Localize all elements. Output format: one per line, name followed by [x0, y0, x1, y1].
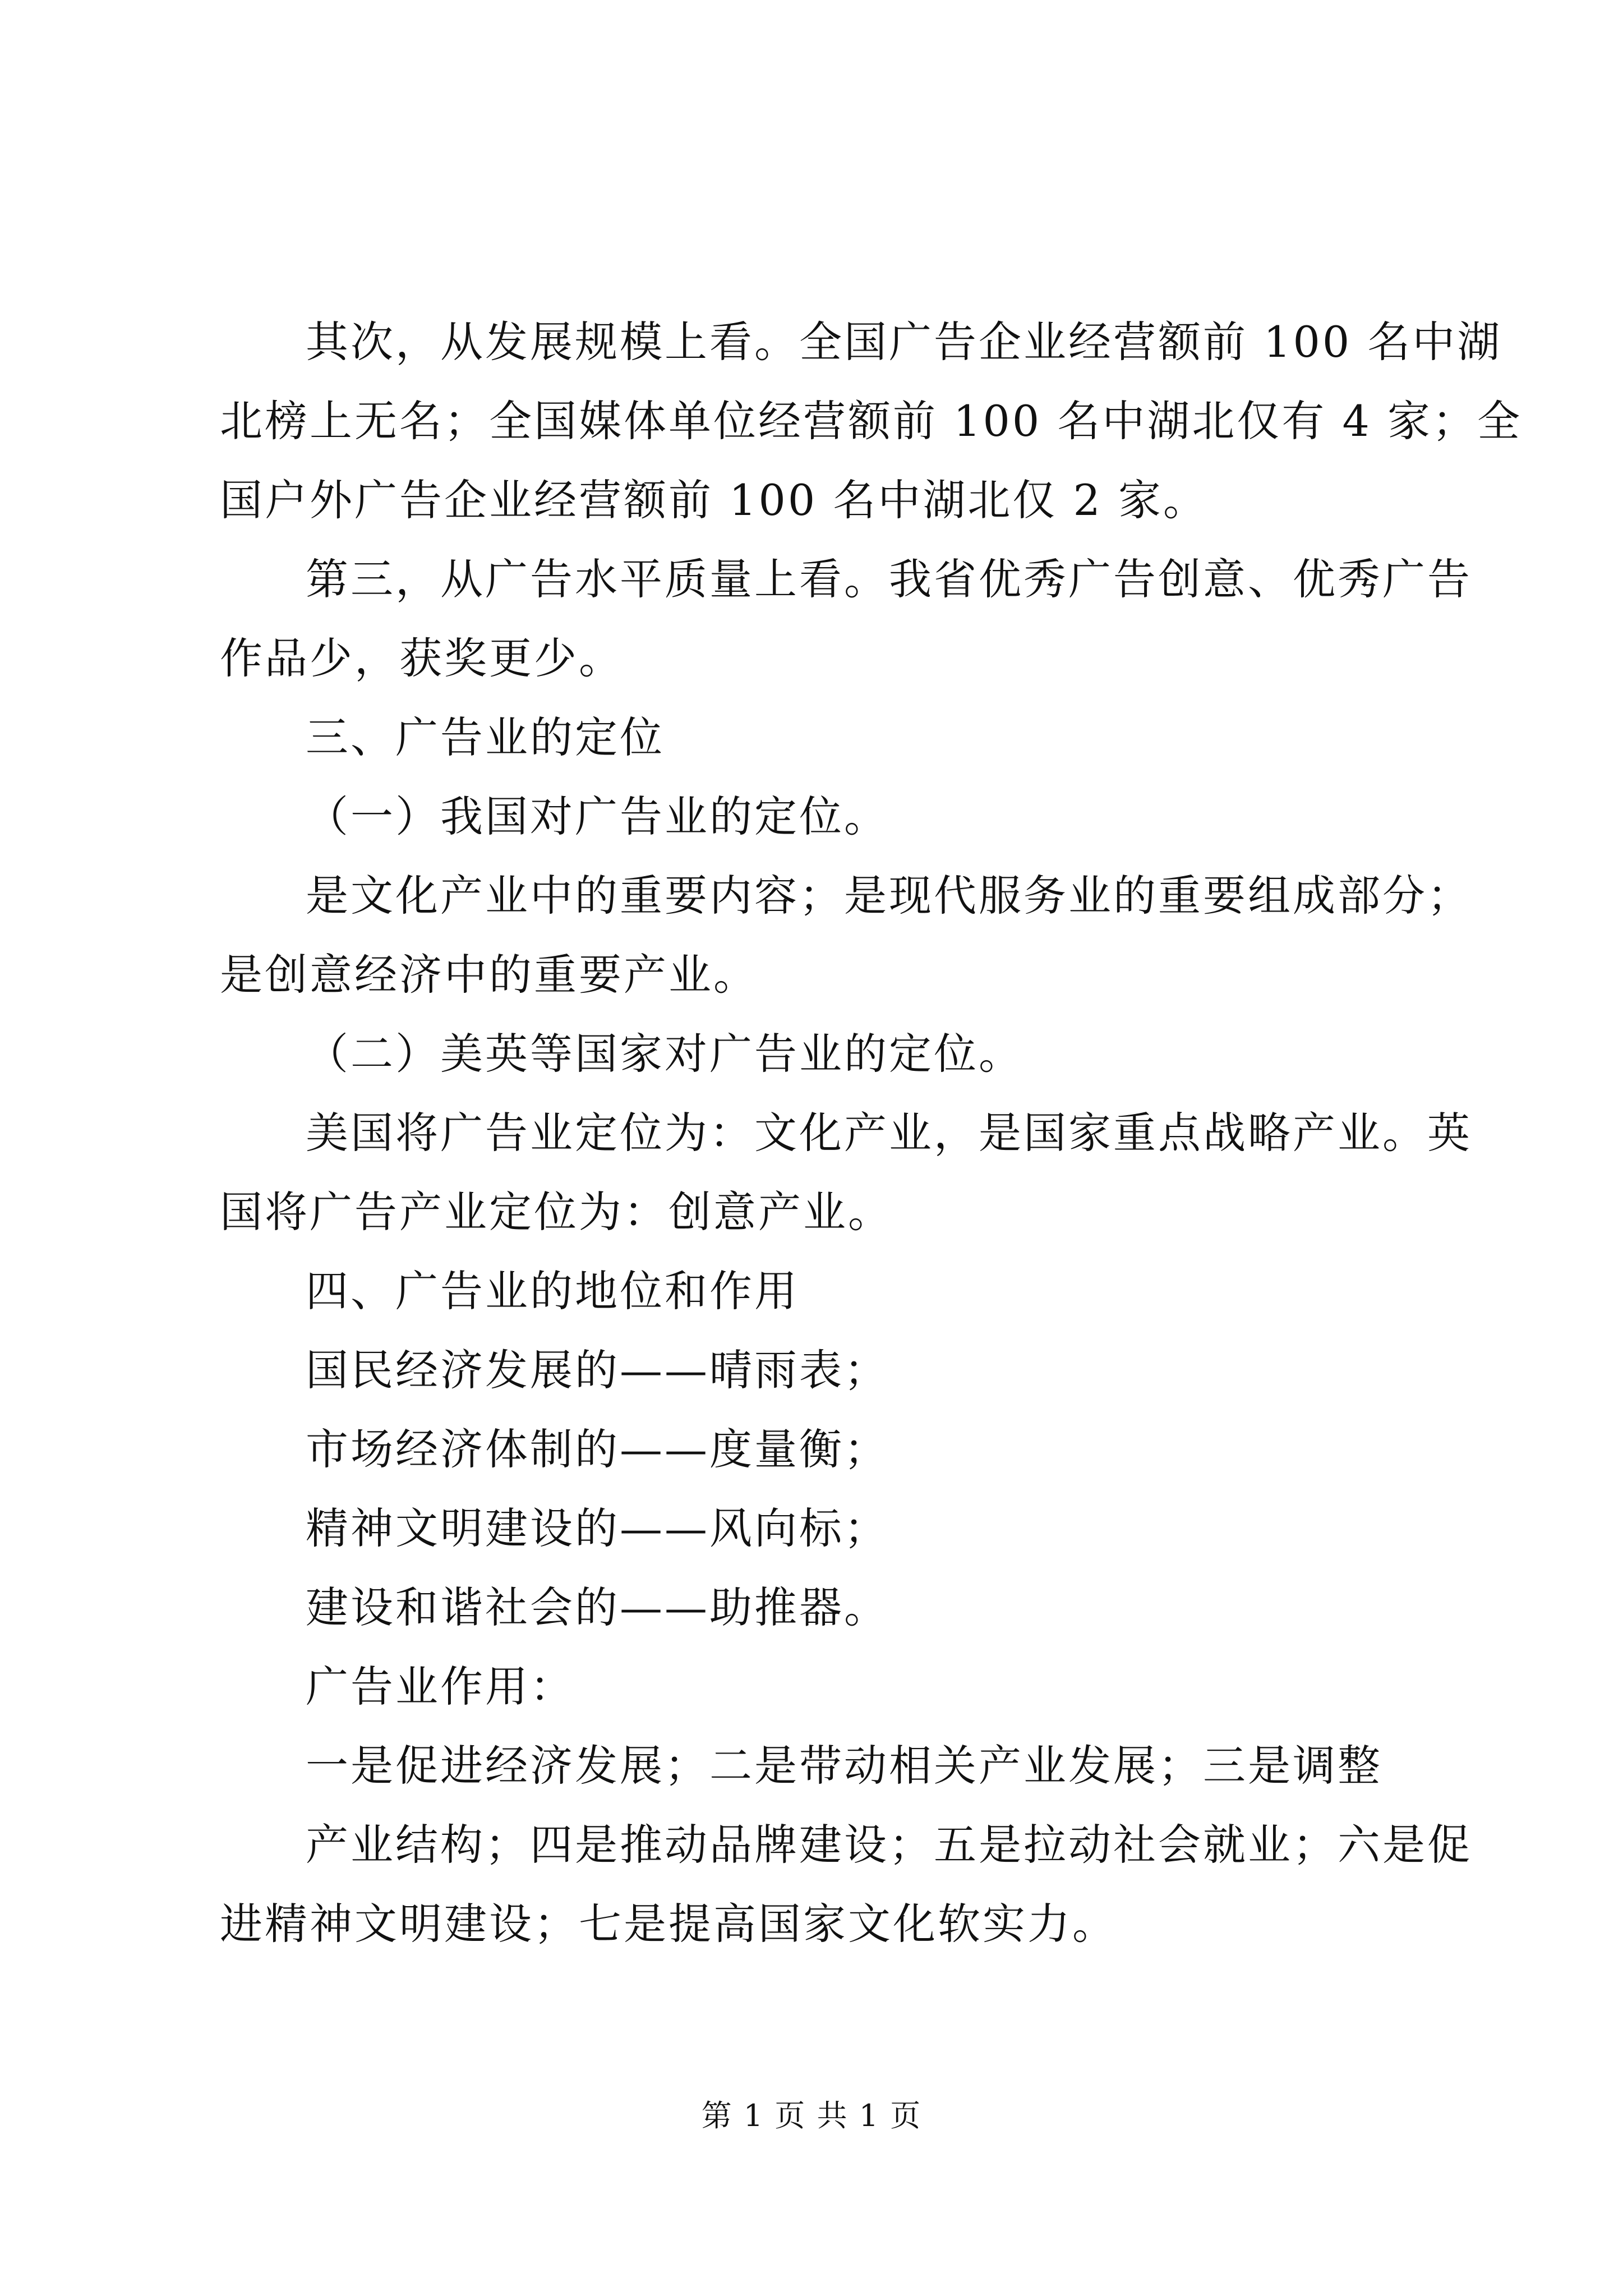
paragraph-line-9: 是创意经济中的重要产业。: [220, 950, 758, 1000]
section-heading-4: 四、广告业的地位和作用: [306, 1266, 799, 1316]
subsection-heading-1: （一）我国对广告业的定位。: [306, 792, 889, 841]
subsection-heading-2: （二）美英等国家对广告业的定位。: [306, 1029, 1023, 1079]
list-item-booster: 建设和谐社会的——助推器。: [306, 1582, 889, 1632]
paragraph-line-21: 进精神文明建设；七是提高国家文化软实力。: [220, 1899, 1117, 1949]
page-number-footer: 第 1 页 共 1 页: [701, 2098, 922, 2133]
paragraph-line-4: 第三，从广告水平质量上看。我省优秀广告创意、优秀广告: [306, 554, 1472, 604]
list-item-barometer: 国民经济发展的——晴雨表；: [306, 1345, 889, 1395]
paragraph-line-3: 国户外广告企业经营额前 100 名中湖北仅 2 家。: [220, 475, 1209, 525]
paragraph-line-2: 北榜上无名；全国媒体单位经营额前 100 名中湖北仅有 4 家；全: [220, 396, 1523, 446]
paragraph-line-12: 国将广告产业定位为：创意产业。: [220, 1187, 893, 1237]
paragraph-line-19: 一是促进经济发展；二是带动相关产业发展；三是调整: [306, 1741, 1382, 1791]
list-item-weathervane: 精神文明建设的——风向标；: [306, 1503, 889, 1553]
list-item-measure: 市场经济体制的——度量衡；: [306, 1424, 889, 1474]
paragraph-line-5: 作品少，获奖更少。: [220, 633, 624, 683]
paragraph-line-1: 其次，从发展规模上看。全国广告企业经营额前 100 名中湖: [306, 317, 1502, 367]
paragraph-line-20: 产业结构；四是推动品牌建设；五是拉动社会就业；六是促: [306, 1820, 1472, 1870]
paragraph-line-8: 是文化产业中的重要内容；是现代服务业的重要组成部分；: [306, 871, 1472, 921]
section-heading-3: 三、广告业的定位: [306, 712, 665, 762]
paragraph-line-11: 美国将广告业定位为：文化产业，是国家重点战略产业。英: [306, 1108, 1472, 1158]
paragraph-line-18: 广告业作用：: [306, 1662, 575, 1711]
